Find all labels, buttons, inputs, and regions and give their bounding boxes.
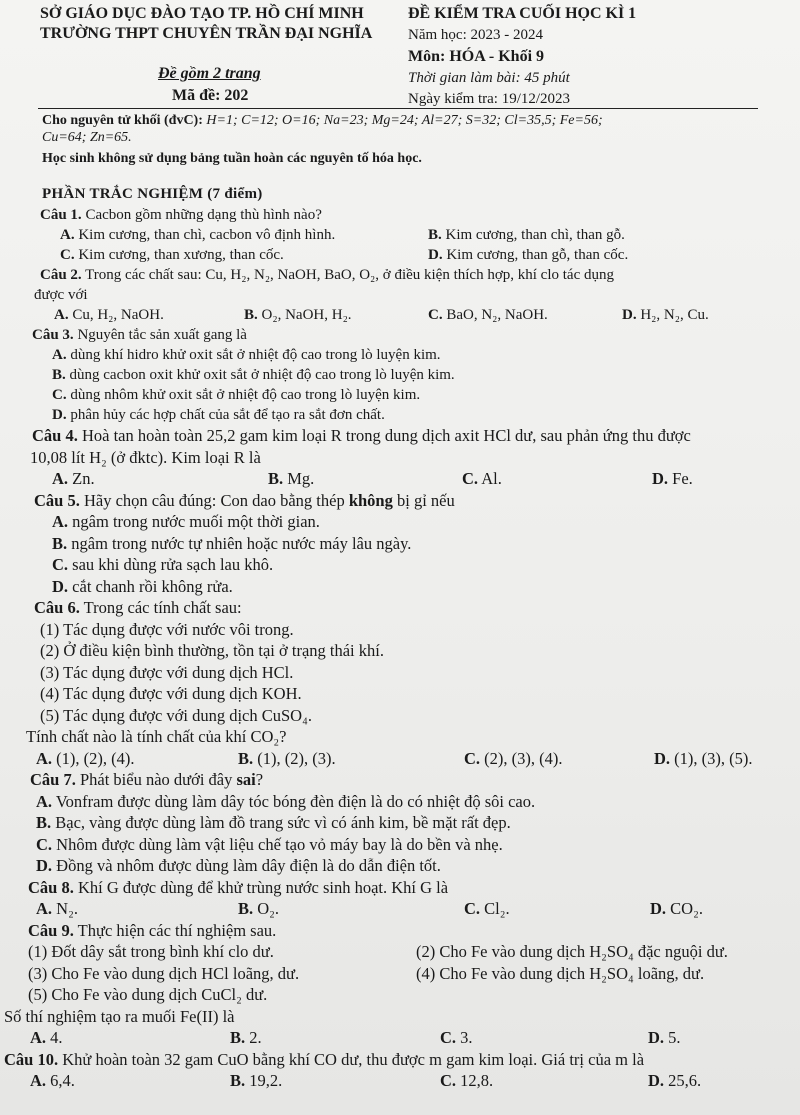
school-year: Năm học: 2023 - 2024 <box>408 27 543 43</box>
option-b: B. (1), (2), (3). <box>238 748 336 768</box>
experiments-row-3 <box>28 984 790 1006</box>
property-3: (3) Tác dụng được với dung dịch HCl. <box>40 662 294 682</box>
header-left <box>40 4 410 106</box>
question-number: Câu 1. <box>40 207 82 223</box>
page-count: Đề gồm 2 trang <box>158 65 261 82</box>
option-d: D. CO₂. <box>650 899 703 918</box>
option-c: C. (2), (3), (4). <box>464 748 563 768</box>
option-d: D. 5. <box>648 1028 681 1047</box>
question-text: Trong các chất sau: Cu, H₂, N₂, NaOH, BaO, O₂, ở điều kiện thích hợp, khí clo tác dụng <box>85 267 614 283</box>
no-periodic-table-note: Học sinh không sử dụng bảng tuần hoàn các nguyên tố hóa học. <box>42 151 422 166</box>
option-a: A. 6,4. <box>30 1071 75 1090</box>
option-a: A. (1), (2), (4). <box>36 748 135 768</box>
question-number: Câu 6. <box>34 598 80 617</box>
property-5: (5) Tác dụng được với dung dịch CuSO₄. <box>40 705 312 725</box>
option-d: D. Fe. <box>652 469 693 488</box>
option-a: A. N₂. <box>36 899 78 918</box>
property-1: (1) Tác dụng được với nước vôi trong. <box>40 619 294 639</box>
option-c: C. Kim cương, than xương, than cốc. <box>60 247 284 263</box>
option-a: A. ngâm trong nước muối một thời gian. <box>52 512 320 531</box>
option-d: D. Kim cương, than gỗ, than cốc. <box>428 247 629 263</box>
exam-header <box>0 0 800 112</box>
option-b: B. Kim cương, than chì, than gỗ. <box>428 227 625 243</box>
section-title: PHẦN TRẮC NGHIỆM (7 điểm) <box>42 186 263 202</box>
question-10 <box>4 1049 790 1071</box>
atomic-mass-label: Cho nguyên tử khối (đvC): <box>42 113 207 128</box>
question-4 <box>32 425 790 447</box>
option-b: B. 2. <box>230 1028 262 1047</box>
option-d: D. H₂, N₂, Cu. <box>622 307 709 323</box>
question-number: Câu 4. <box>32 426 78 445</box>
option-c: C. sau khi dùng rửa sạch lau khô. <box>52 555 274 574</box>
question-10-options <box>30 1070 790 1092</box>
exam-body <box>4 112 790 1092</box>
school-name: TRƯỜNG THPT CHUYÊN TRẦN ĐẠI NGHĨA <box>40 25 373 42</box>
option-a: A. 4. <box>30 1028 63 1047</box>
question-1-options-ab <box>60 225 790 245</box>
question-number: Câu 9. <box>28 920 74 940</box>
question-9 <box>28 920 790 942</box>
experiment-1: (1) Đốt dây sắt trong bình khí clo dư. <box>28 942 274 961</box>
question-6 <box>34 597 790 619</box>
header-right <box>408 4 798 110</box>
question-1-options-cd <box>60 245 790 265</box>
option-c: C. Nhôm được dùng làm vật liệu chế tạo vỏ máy bay là do bền và nhẹ. <box>36 834 503 854</box>
question-1 <box>40 205 790 225</box>
question-number: Câu 2. <box>40 267 82 283</box>
header-divider <box>38 108 758 109</box>
question-2-text-cont: được với <box>34 287 88 303</box>
option-a: A. dùng khí hidro khử oxit sắt ở nhiệt độ cao trong lò luyện kim. <box>52 347 441 363</box>
option-a: A. Vonfram được dùng làm dây tóc bóng đèn điện là do có nhiệt độ sôi cao. <box>36 791 536 811</box>
question-2-options <box>54 305 790 325</box>
option-c: C. 12,8. <box>440 1071 494 1090</box>
question-number: Câu 7. <box>30 770 76 789</box>
question-7: Câu 7. Phát biểu nào dưới đây sai? <box>30 770 264 789</box>
experiment-4: (4) Cho Fe vào dung dịch H₂SO₄ loãng, dư. <box>416 963 705 983</box>
question-8 <box>28 877 790 899</box>
option-b: B. Mg. <box>268 469 315 488</box>
questions-large-print <box>4 425 790 1092</box>
subject: Môn: HÓA - Khối 9 <box>408 48 545 65</box>
experiment-2: (2) Cho Fe vào dung dịch H₂SO₄ đặc nguội dư. <box>416 942 728 961</box>
experiments-row-2 <box>28 963 790 985</box>
option-c: C. Cl₂. <box>464 899 510 918</box>
question-number: Câu 10. <box>4 1049 59 1069</box>
option-b: B. O₂, NaOH, H₂. <box>244 307 352 323</box>
option-b: B. O₂. <box>238 899 280 918</box>
question-4-text-cont: 10,08 lít H₂ (ở đktc). Kim loại R là <box>30 447 261 467</box>
option-d: D. cắt chanh rồi không rửa. <box>52 576 233 596</box>
option-d: D. (1), (3), (5). <box>654 748 753 768</box>
option-d: D. 25,6. <box>648 1071 702 1090</box>
option-a: A. Kim cương, than chì, cacbon vô định hình. <box>60 227 336 243</box>
department-name: SỞ GIÁO DỤC ĐÀO TẠO TP. HỒ CHÍ MINH <box>40 5 364 22</box>
experiment-3: (3) Cho Fe vào dung dịch HCl loãng, dư. <box>28 963 300 983</box>
exam-date: Ngày kiểm tra: 19/12/2023 <box>408 91 571 107</box>
option-d: D. Đồng và nhôm được dùng làm dây điện là do dẫn điện tốt. <box>36 856 441 875</box>
experiment-5: (5) Cho Fe vào dung dịch CuCl₂ dư. <box>28 985 268 1004</box>
option-b: B. Bạc, vàng được dùng làm đồ trang sức vì có ánh kim, bề mặt rất đẹp. <box>36 813 511 832</box>
property-2: (2) Ở điều kiện bình thường, tồn tại ở trạng thái khí. <box>40 641 384 660</box>
question-9-options <box>30 1027 790 1049</box>
exam-code: Mã đề: 202 <box>172 87 249 104</box>
question-9-ask: Số thí nghiệm tạo ra muối Fe(II) là <box>4 1006 235 1026</box>
question-text: Khử hoàn toàn 32 gam CuO bằng khí CO dư, thu được m gam kim loại. Giá trị của m là <box>62 1049 645 1069</box>
option-a: A. Zn. <box>52 469 95 488</box>
question-text: Hoà tan hoàn toàn 25,2 gam kim loại R trong dung dịch axit HCl dư, sau phản ứng thu được <box>81 426 691 445</box>
question-4-options <box>52 468 790 490</box>
question-3 <box>32 325 790 345</box>
option-a: A. Cu, H₂, NaOH. <box>54 307 164 323</box>
time-limit: Thời gian làm bài: 45 phút <box>408 70 570 86</box>
question-6-ask: Tính chất nào là tính chất của khí CO₂? <box>26 727 287 746</box>
experiments-row-1 <box>28 941 790 963</box>
atomic-mass-values-1: H=1; C=12; O=16; Na=23; Mg=24; Al=27; S=32; Cl=35,5; Fe=56; <box>206 113 603 128</box>
option-c: C. 3. <box>440 1028 473 1047</box>
option-b: B. dùng cacbon oxit khử oxit sắt ở nhiệt độ cao trong lò luyện kim. <box>52 367 455 383</box>
property-4: (4) Tác dụng được với dung dịch KOH. <box>40 684 302 703</box>
atomic-mass-values-2: Cu=64; Zn=65. <box>42 130 132 145</box>
option-b: B. 19,2. <box>230 1071 283 1090</box>
question-6-options <box>36 748 790 770</box>
question-8-options <box>36 898 790 920</box>
question-number: Câu 5. <box>34 490 80 510</box>
atomic-mass-note <box>42 112 790 146</box>
question-text: Cacbon gồm những dạng thù hình nào? <box>85 207 322 223</box>
option-c: C. dùng nhôm khử oxit sắt ở nhiệt độ cao trong lò luyện kim. <box>52 387 421 403</box>
question-text: Trong các tính chất sau: <box>83 598 242 617</box>
option-c: C. Al. <box>462 469 502 488</box>
question-text: Nguyên tắc sản xuất gang là <box>77 327 247 343</box>
option-b: B. ngâm trong nước tự nhiên hoặc nước máy lâu ngày. <box>52 533 412 553</box>
question-text: Thực hiện các thí nghiệm sau. <box>77 920 277 940</box>
question-5: Câu 5. Hãy chọn câu đúng: Con dao bằng thép không bị gỉ nếu <box>34 490 455 510</box>
option-d: D. phân hủy các hợp chất của sắt để tạo ra sắt đơn chất. <box>52 407 385 423</box>
option-c: C. BaO, N₂, NaOH. <box>428 307 548 323</box>
exam-title: ĐỀ KIỂM TRA CUỐI HỌC KÌ 1 <box>408 5 637 22</box>
question-2 <box>40 265 790 285</box>
question-text: Khí G được dùng để khử trùng nước sinh hoạt. Khí G là <box>77 877 449 897</box>
question-number: Câu 3. <box>32 327 74 343</box>
question-number: Câu 8. <box>28 877 74 897</box>
